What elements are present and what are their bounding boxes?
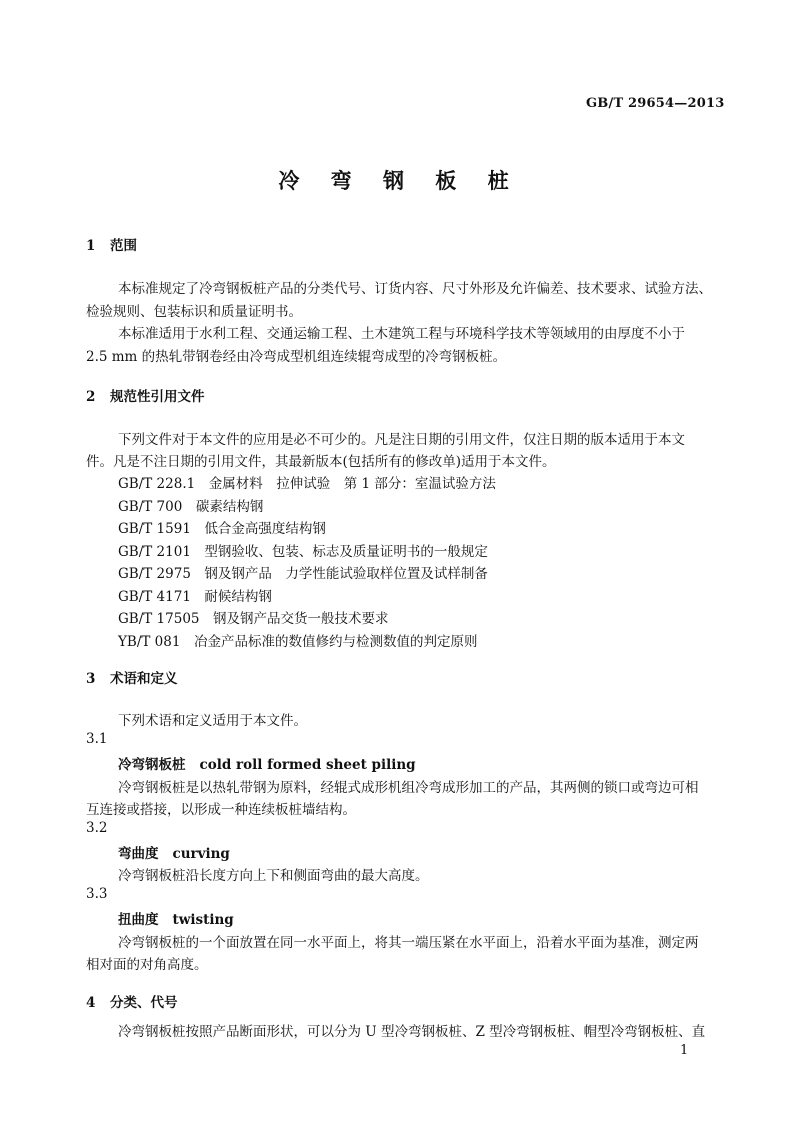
clause-number: 3.3 (86, 886, 108, 902)
reference-item (118, 607, 389, 627)
reference-title: 低合金高强度结构钢 (204, 521, 326, 537)
paragraph-line: 下列术语和定义适用于本文件。 (118, 713, 307, 729)
term-chinese: 弯曲度 (118, 846, 159, 862)
reference-title: 碳素结构钢 (195, 499, 264, 515)
page-number: 1 (680, 1043, 689, 1058)
paragraph-line: 检验规则、包装标识和质量证明书。 (86, 304, 302, 320)
term-english: twisting (172, 912, 234, 928)
section-title: 术语和定义 (110, 671, 178, 687)
section-1-heading (86, 234, 137, 254)
reference-title: 型钢验收、包装、标志及质量证明书的一般规定 (204, 544, 488, 560)
paragraph-line: 本标准适用于水利工程、交通运输工程、土木建筑工程与环境科学技术等领域用的由厚度不小于 (118, 326, 685, 342)
section-title: 规范性引用文件 (110, 389, 205, 405)
clause-number: 3.1 (86, 731, 108, 747)
reference-title: 钢及钢产品 力学性能试验取样位置及试样制备 (204, 566, 488, 582)
reference-code: GB/T 2975 (118, 566, 191, 582)
term-entry (118, 908, 234, 928)
paragraph-line: 冷弯钢板桩的一个面放置在同一水平面上，将其一端压紧在水平面上，沿着水平面为基准，测定两 (118, 935, 699, 951)
section-number: 2 (86, 389, 96, 405)
reference-code: GB/T 228.1 (118, 476, 196, 492)
section-4-heading (86, 991, 178, 1011)
reference-item (118, 562, 488, 582)
reference-item (118, 585, 272, 605)
section-2-heading (86, 385, 205, 405)
term-english: cold roll formed sheet piling (199, 757, 416, 773)
paragraph-line: 冷弯钢板桩按照产品断面形状，可以分为 U 型冷弯钢板桩、Z 型冷弯钢板桩、帽型冷弯钢板桩、直 (118, 1024, 706, 1040)
section-number: 4 (86, 995, 96, 1011)
term-entry (118, 753, 416, 773)
reference-item (118, 472, 496, 492)
term-entry (118, 842, 230, 862)
section-title: 范围 (110, 238, 137, 254)
section-3-heading (86, 667, 178, 687)
paragraph-line: 冷弯钢板桩是以热轧带钢为原料，经辊式成形机组冷弯成形加工的产品，其两侧的锁口或弯边可相 (118, 780, 699, 796)
section-number: 1 (86, 238, 96, 254)
reference-code: GB/T 1591 (118, 521, 191, 537)
paragraph-line: 下列文件对于本文件的应用是必不可少的。凡是注日期的引用文件，仅注日期的版本适用于本文 (118, 432, 685, 448)
reference-title: 冶金产品标准的数值修约与检测数值的判定原则 (193, 634, 478, 650)
paragraph-line: 冷弯钢板桩沿长度方向上下和侧面弯曲的最大高度。 (118, 868, 429, 884)
reference-title: 金属材料 拉伸试验 第 1 部分：室温试验方法 (208, 476, 496, 492)
term-chinese: 冷弯钢板桩 (118, 757, 186, 773)
reference-title: 钢及钢产品交货一般技术要求 (213, 611, 389, 627)
term-english: curving (172, 846, 230, 862)
paragraph-line: 本标准规定了冷弯钢板桩产品的分类代号、订货内容、尺寸外形及允许偏差、技术要求、试验方法、 (118, 281, 712, 297)
reference-code: YB/T 081 (118, 634, 181, 650)
paragraph-line: 件。凡是不注日期的引用文件，其最新版本(包括所有的修改单)适用于本文件。 (86, 454, 556, 470)
clause-number: 3.2 (86, 820, 108, 836)
reference-item (118, 495, 263, 515)
reference-item (118, 517, 326, 537)
reference-title: 耐候结构钢 (204, 589, 272, 605)
term-chinese: 扭曲度 (118, 912, 159, 928)
section-number: 3 (86, 671, 96, 687)
reference-code: GB/T 700 (118, 499, 183, 515)
paragraph-line: 2.5 mm 的热轧带钢卷经由冷弯成型机组连续辊弯成型的冷弯钢板桩。 (86, 349, 507, 365)
paragraph-line: 相对面的对角高度。 (86, 957, 208, 973)
document-title: 冷 弯 钢 板 桩 (278, 168, 521, 193)
reference-code: GB/T 4171 (118, 589, 191, 605)
section-title: 分类、代号 (110, 995, 178, 1011)
reference-code: GB/T 2101 (118, 544, 191, 560)
paragraph-line: 互连接或搭接，以形成一种连续板桩墙结构。 (86, 802, 356, 818)
standard-code: GB/T 29654—2013 (586, 96, 725, 111)
reference-code: GB/T 17505 (118, 611, 200, 627)
reference-item (118, 540, 488, 560)
reference-item (118, 630, 477, 650)
